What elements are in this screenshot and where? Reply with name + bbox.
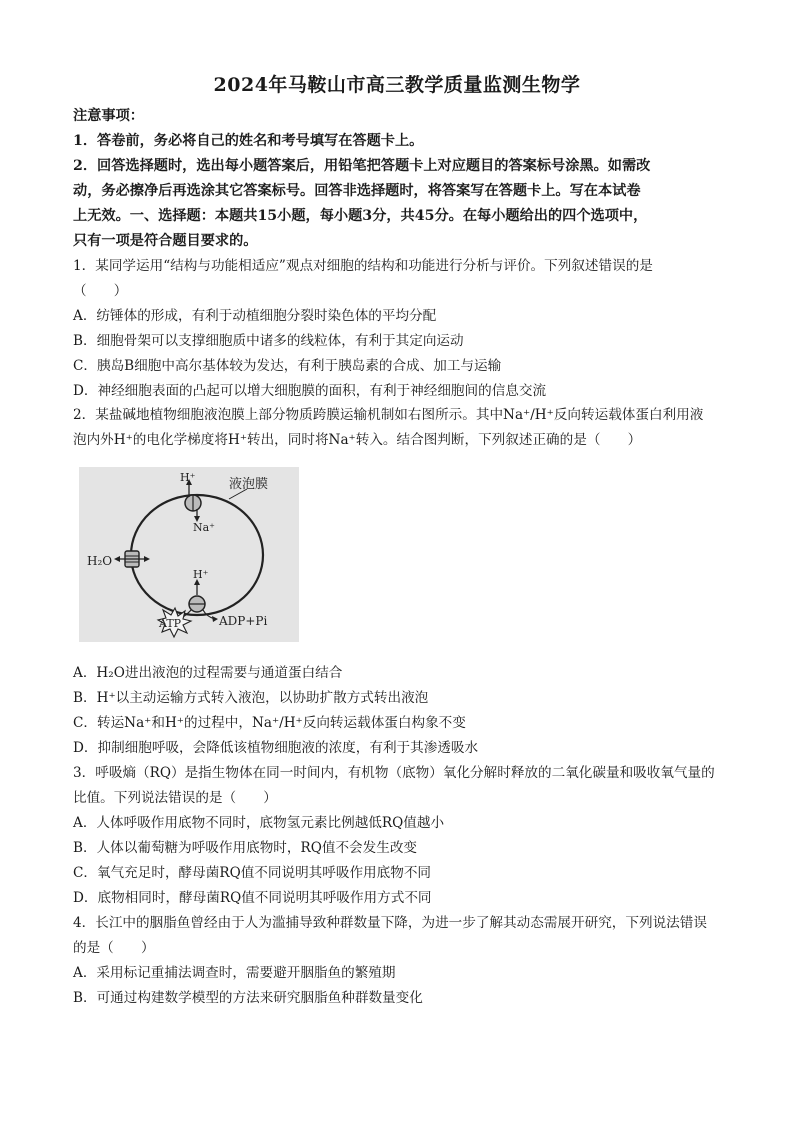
na-ion: Na⁺	[193, 521, 215, 534]
option-c: C．胰岛B细胞中高尔基体较为发达，有利于胰岛素的合成、加工与运输	[73, 358, 502, 374]
option-b: B．人体以葡萄糖为呼吸作用底物时，RQ值不会发生改变	[73, 840, 418, 856]
question-2-options	[73, 661, 733, 761]
question-stem: 4．长江中的胭脂鱼曾经由于人为滥捕导致种群数量下降，为进一步了解其动态需展开研究，下列说法错误	[73, 915, 707, 931]
vacuole-membrane-figure	[79, 467, 299, 642]
water-label: H₂O	[87, 554, 113, 568]
question-1	[73, 254, 733, 404]
option-a: A．采用标记重捕法调查时，需要避开胭脂鱼的繁殖期	[73, 965, 396, 981]
option-d: D．底物相同时，酵母菌RQ值不同说明其呼吸作用方式不同	[73, 890, 432, 906]
adp-label: ADP+Pi	[219, 614, 268, 628]
option-c: C．氧气充足时，酵母菌RQ值不同说明其呼吸作用底物不同	[73, 865, 432, 881]
question-stem: 比值。下列说法错误的是（ ）	[73, 790, 277, 806]
h-ion-top: H⁺	[180, 471, 196, 484]
question-stem: 2．某盐碱地植物细胞液泡膜上部分物质跨膜运输机制如右图所示。其中Na⁺/H⁺反向转运载体蛋白利用液	[73, 407, 704, 423]
option-d: D．神经细胞表面的凸起可以增大细胞膜的面积，有利于神经细胞间的信息交流	[73, 383, 547, 399]
question-3	[73, 761, 733, 911]
question-stem: 3．呼吸熵（RQ）是指生物体在同一时间内，有机物（底物）氧化分解时释放的二氧化碳量和吸收氧气量的	[73, 765, 715, 781]
question-stem: 1．某同学运用“结构与功能相适应”观点对细胞的结构和功能进行分析与评价。下列叙述错误的是	[73, 258, 653, 274]
option-b: B．细胞骨架可以支撑细胞质中诸多的线粒体，有利于其定向运动	[73, 333, 464, 349]
h-ion-bottom: H⁺	[193, 568, 209, 581]
notice-line: 1．答卷前，务必将自己的姓名和考号填写在答题卡上。	[73, 133, 424, 149]
notice-line: 只有一项是符合题目要求的。	[73, 233, 258, 249]
option-c: C．转运Na⁺和H⁺的过程中，Na⁺/H⁺反向转运载体蛋白构象不变	[73, 715, 466, 731]
option-a: A．纺锤体的形成，有利于动植细胞分裂时染色体的平均分配	[73, 308, 437, 324]
notice-line: 2．回答选择题时，选出每小题答案后，用铅笔把答题卡上对应题目的答案标号涂黑。如需改	[73, 158, 651, 174]
atp-label: ATP	[159, 617, 182, 630]
notice-line: 上无效。一、选择题：本题共15小题，每小题3分，共45分。在每小题给出的四个选项中，	[73, 208, 648, 224]
option-a: A．H₂O进出液泡的过程需要与通道蛋白结合	[73, 665, 343, 681]
question-stem: 的是（ ）	[73, 940, 155, 956]
notice-heading: 注意事项：	[73, 108, 144, 124]
notice-line: 动，务必擦净后再选涂其它答案标号。回答非选择题时，将答案写在答题卡上。写在本试卷	[73, 183, 641, 199]
option-d: D．抑制细胞呼吸，会降低该植物细胞液的浓度，有利于其渗透吸水	[73, 740, 479, 756]
option-a: A．人体呼吸作用底物不同时，底物氢元素比例越低RQ值越小	[73, 815, 445, 831]
question-stem: 泡内外H⁺的电化学梯度将H⁺转出，同时将Na⁺转入。结合图判断，下列叙述正确的是（ ）	[73, 432, 642, 448]
arrowhead-icon	[144, 556, 150, 562]
question-4	[73, 911, 733, 1011]
option-b: B．可通过构建数学模型的方法来研究胭脂鱼种群数量变化	[73, 990, 423, 1006]
option-b: B．H⁺以主动运输方式转入液泡，以协助扩散方式转出液泡	[73, 690, 429, 706]
notice-section	[73, 104, 733, 254]
question-stem: （ ）	[73, 283, 128, 299]
arrowhead-icon	[212, 616, 218, 622]
membrane-label: 液泡膜	[229, 477, 269, 492]
arrowhead-icon	[114, 556, 120, 562]
page-title: 2024年马鞍山市高三教学质量监测生物学	[213, 74, 581, 96]
question-2-stem	[73, 403, 733, 453]
